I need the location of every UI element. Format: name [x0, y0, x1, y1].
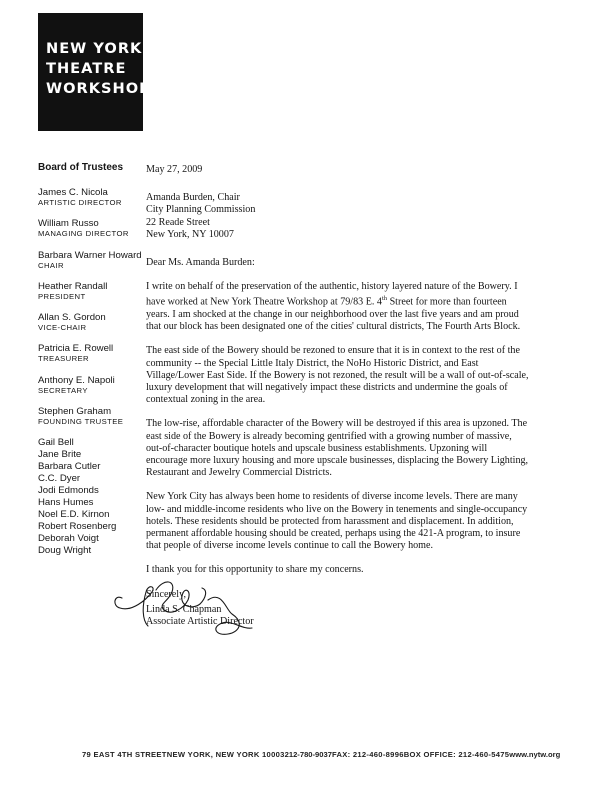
footer-website: www.nytw.org: [509, 750, 561, 759]
trustee-member: Doug Wright: [38, 545, 92, 557]
trustee-name: James C. Nicola: [38, 187, 108, 198]
paragraph-1-part-a: I write on behalf of the preservation of the authentic, history layered nature of the Bowery. I have worked at New York Theatre Workshop at 79/83 E. 4: [146, 281, 518, 308]
letterhead-footer: [82, 750, 561, 759]
trustee-name: Patricia E. Rowell: [38, 343, 114, 355]
trustee-role: SECRETARY: [38, 385, 88, 395]
trustee-name: Heather Randall: [38, 280, 108, 292]
letter-body: [146, 164, 530, 601]
paragraph-4: New York City has always been home to residents of diverse income levels. There are many low- and middle-income residents who live on the Bowery in tenements and single-occupancy hotels. These residents should be protected from harassment and displacement. In addition, permanent affordable housing should be created, perhaps using the 421-A program, to insure that people of diverse income levels continue to call the Bowery home.: [146, 491, 528, 552]
trustee-member: Noel E.D. Kirnon: [38, 509, 110, 521]
logo-line-2: THEATRE: [46, 60, 127, 77]
logo-line-3: WORKSHOP: [46, 80, 151, 97]
thanks-line: I thank you for this opportunity to share my concerns.: [146, 564, 364, 576]
recipient-line: City Planning Commission: [146, 204, 256, 216]
paragraph-2: The east side of the Bowery should be rezoned to ensure that it is in context to the rest of the community -- the Special Little Italy District, the NoHo Historic District, and East Village/Lower East Side. If the Bowery is not rezoned, the result will be a wall of out-of-scale, luxury development that will negatively impact these districts and undermine the goals of contextual zoning in the area.: [146, 345, 529, 406]
trustee: [38, 406, 143, 427]
trustee: [38, 343, 143, 364]
ordinal-superscript: th: [381, 295, 388, 303]
trustee-member: C.C. Dyer: [38, 473, 81, 485]
trustee: [38, 187, 143, 208]
paragraph-3: The low-rise, affordable character of the Bowery will be destroyed if this area is upzoned. The east side of the Bowery is already becoming gentrified with a growing number of massive, out-of-character boutique hotels and upscale business establishments. Upzoning will encourage more luxury housing and more upscale businesses, displacing the Bowery Lighting, Restaurant and Jewelry Commercial Districts.: [146, 418, 529, 479]
closing: Sincerely,: [146, 588, 186, 600]
paragraph-1-part-b: Street for more than fourteen years. I am shocked at the change in our neighborhood over the last five years and am proud that our block has been designated one of the cities' cultural districts, The Fourth Arts Block.: [146, 296, 521, 333]
recipient-address: [146, 192, 530, 241]
trustee: [38, 375, 143, 396]
trustee-member: Gail Bell: [38, 437, 74, 449]
trustee-member: Hans Humes: [38, 497, 94, 509]
signer-title: Associate Artistic Director: [146, 616, 254, 628]
trustee-name: Anthony E. Napoli: [38, 374, 115, 386]
recipient-line: 22 Reade Street: [146, 216, 210, 228]
paragraph-1: [146, 281, 530, 333]
footer-fax: FAX: 212-460-8996: [331, 750, 404, 759]
trustee-name: Allan S. Gordon: [38, 312, 106, 324]
trustee-member: Jodi Edmonds: [38, 485, 99, 497]
trustee: [38, 281, 143, 302]
signer-block: [146, 604, 254, 628]
footer-address: 79 EAST 4TH STREET: [82, 750, 167, 759]
trustee-members-list: [38, 437, 143, 557]
trustee-role: FOUNDING TRUSTEE: [38, 417, 124, 427]
salutation: Dear Ms. Amanda Burden:: [146, 257, 255, 269]
letter-date: May 27, 2009: [146, 164, 203, 175]
recipient-line: Amanda Burden, Chair: [146, 192, 240, 204]
board-of-trustees: [38, 162, 143, 557]
footer-box-office: BOX OFFICE: 212-460-5475: [403, 750, 510, 759]
trustee: [38, 250, 143, 271]
trustee-role: CHAIR: [38, 260, 64, 270]
trustee-member: Barbara Cutler: [38, 461, 101, 473]
trustee-name: Barbara Warner Howard: [38, 249, 142, 261]
trustee-role: TREASURER: [38, 354, 90, 364]
trustee-name: Stephen Graham: [38, 406, 112, 418]
trustee-member: Deborah Voigt: [38, 533, 99, 545]
footer-city: NEW YORK, NEW YORK 10003: [166, 750, 285, 759]
trustee-role: MANAGING DIRECTOR: [38, 229, 129, 239]
trustee-role: ARTISTIC DIRECTOR: [38, 198, 122, 207]
trustee: [38, 312, 143, 333]
footer-phone: 212-780-9037: [284, 750, 332, 759]
recipient-line: New York, NY 10007: [146, 228, 234, 240]
trustee-role: PRESIDENT: [38, 291, 86, 301]
ntw-logo: [38, 13, 151, 131]
board-heading: Board of Trustees: [38, 162, 124, 173]
signer-name: Linda S. Chapman: [146, 604, 222, 615]
trustee-member: Robert Rosenberg: [38, 521, 117, 533]
trustee: [38, 218, 143, 239]
logo-line-1: NEW YORK: [46, 40, 143, 57]
trustee-role: VICE-CHAIR: [38, 323, 87, 333]
trustee-name: William Russo: [38, 218, 99, 230]
trustee-member: Jane Brite: [38, 449, 82, 461]
